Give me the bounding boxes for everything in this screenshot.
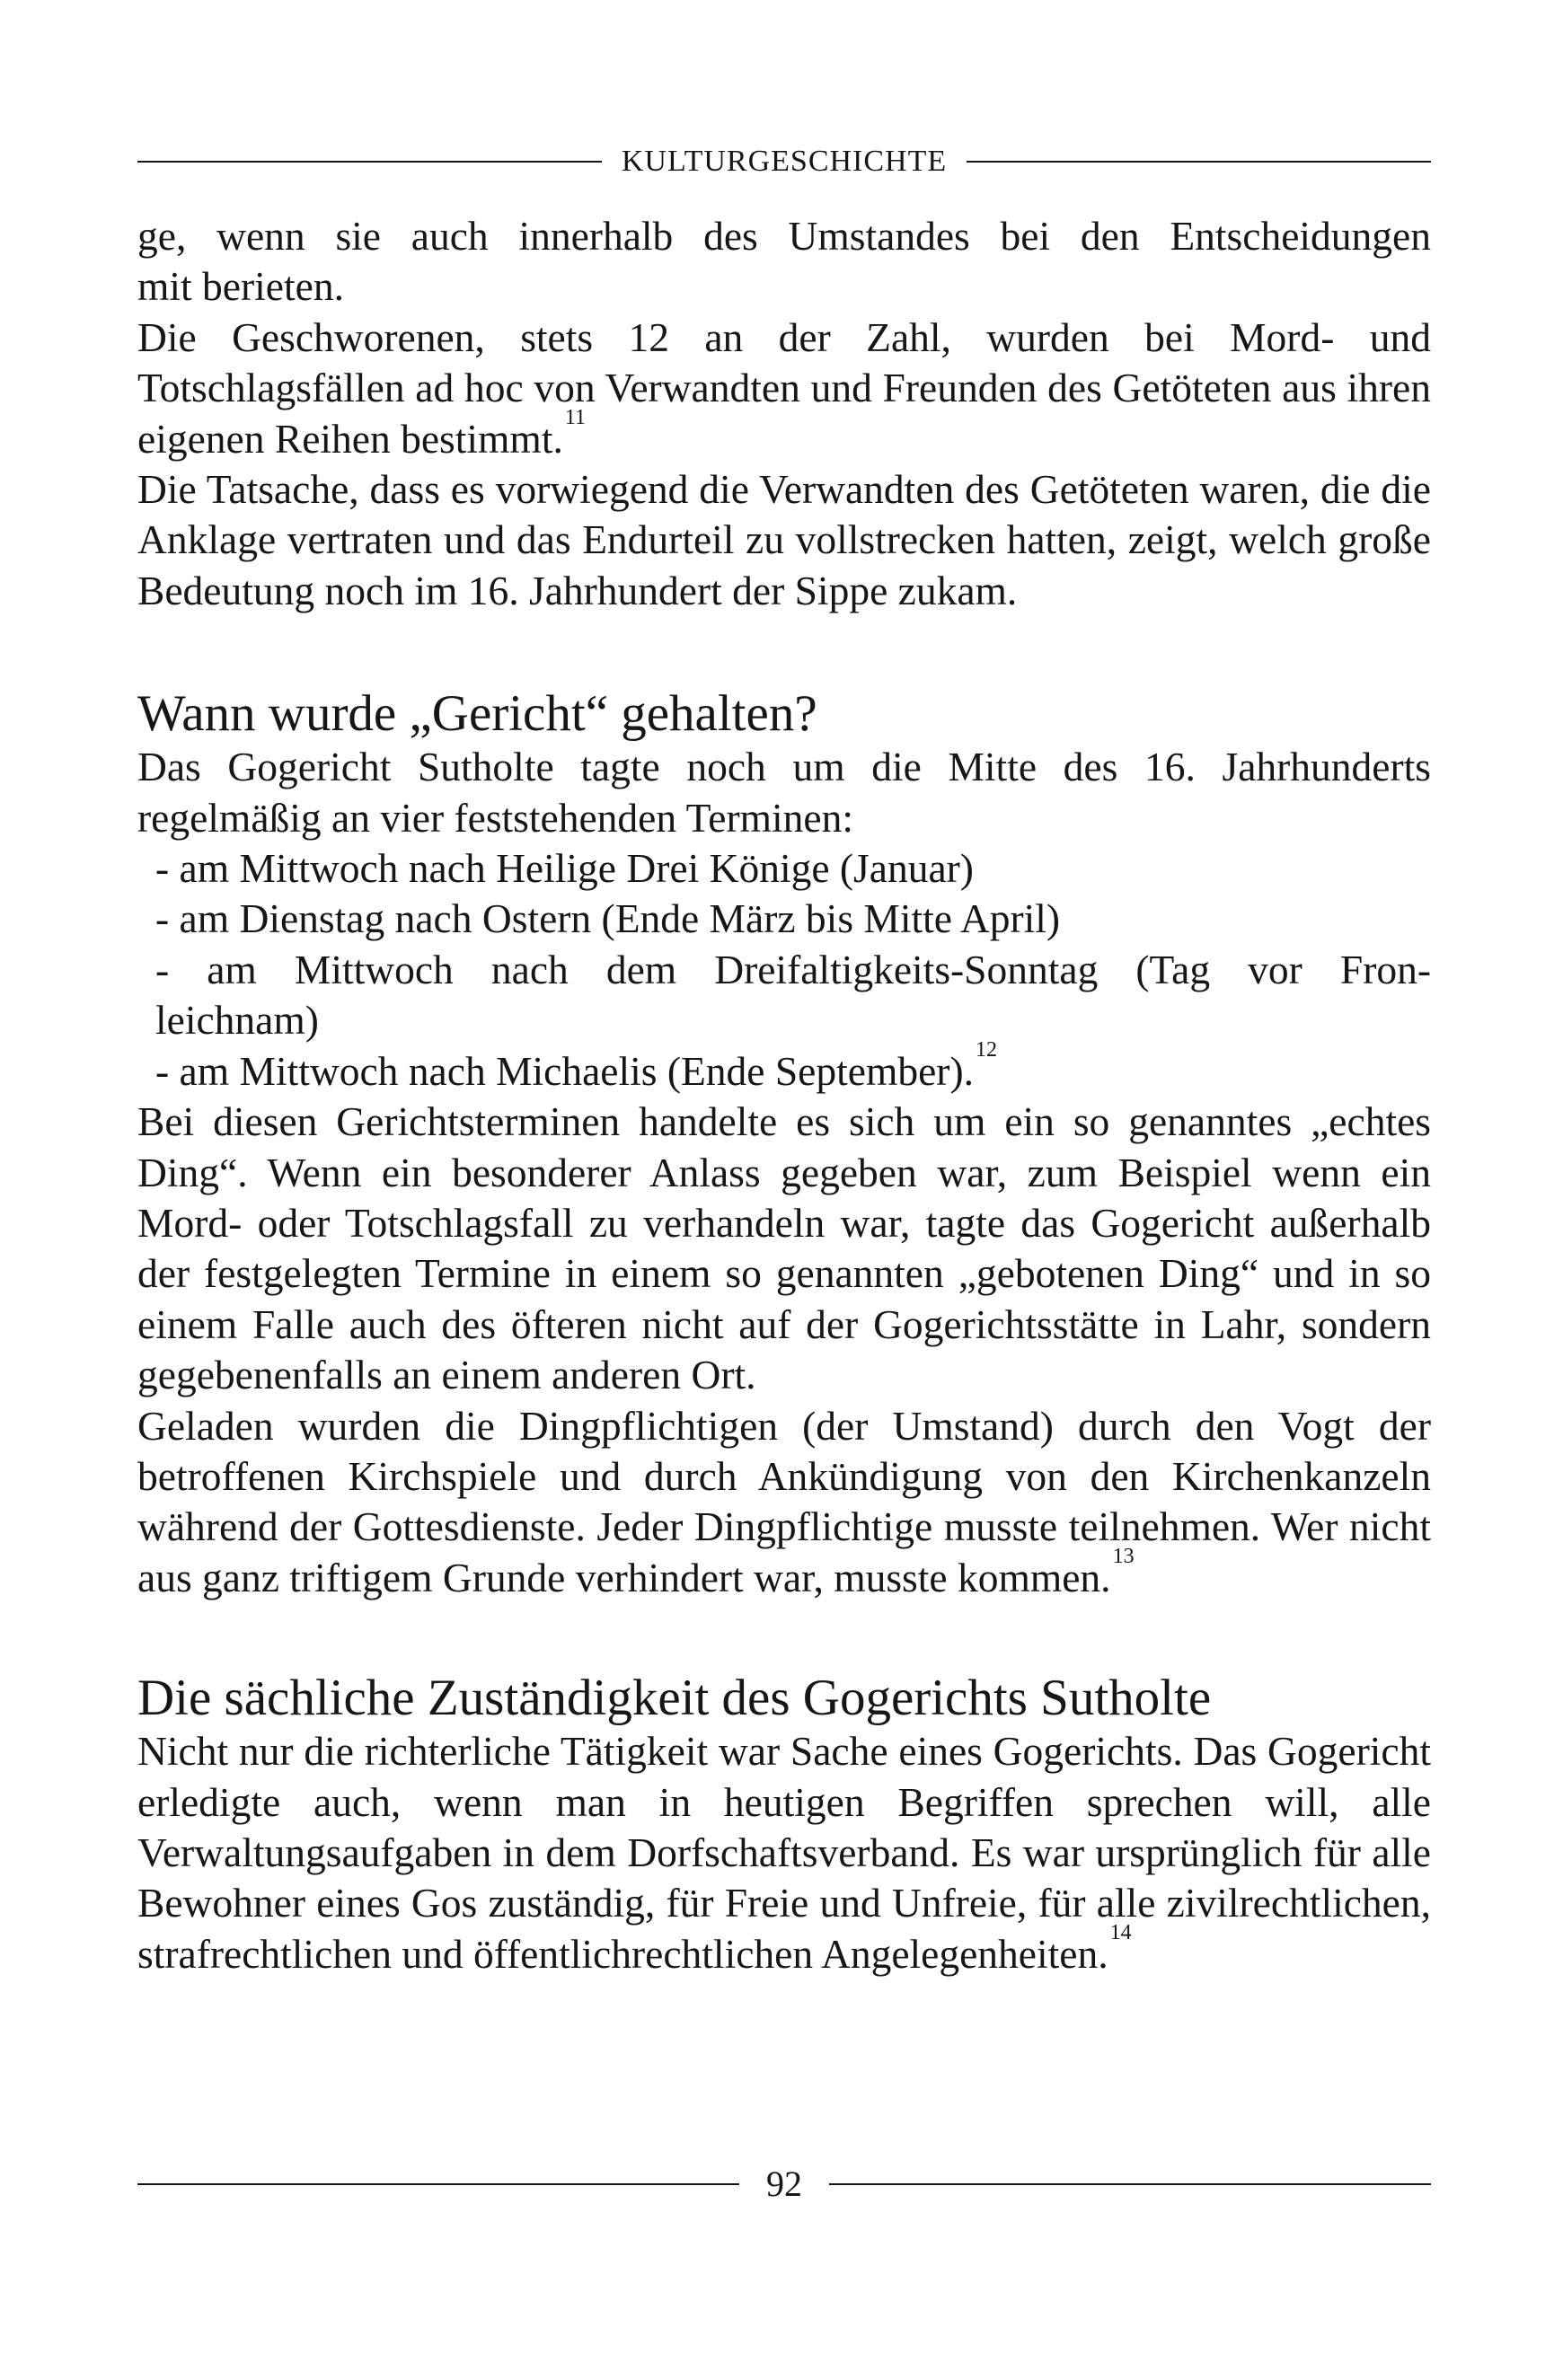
footnote-ref-12: 12 [975,1037,997,1062]
page-number: 92 [766,2164,802,2204]
paragraph-geschworenen-text: Die Geschworenen, stets 12 an der Zahl, wurden bei Mord- und Totschlagsfällen ad hoc von Verwandten und Freunden des Getöteten aus ihren eigenen Reihen bestimmt. [137,313,1431,462]
list-item-ostern: - am Dienstag nach Ostern (Ende März bis Mitte April) [155,895,1061,942]
paragraph-zustaendigkeit [137,1726,1431,1979]
running-header [137,139,1431,184]
header-rule-right [967,161,1431,163]
paragraph-geladen [137,1401,1431,1604]
paragraph-echtes-ding: Bei diesen Gerichtsterminen handelte es sich um ein so genanntes „echtes Ding“. Wenn ein besonderer Anlass gegeben war, zum Beispiel wenn ein Mord- oder Totschlagsfall zu verhandeln war, tagte das Gogericht außerhalb der festgelegten Termine in einem so genannten „gebotenen Ding“ und in so einem Falle auch des öfteren nicht auf der Gogerichtsstätte in Lahr, sondern gegebenenfalls an einem anderen Ort. [137,1098,1431,1398]
paragraph-tatsache: Die Tatsache, dass es vorwiegend die Verwandten des Getöteten waren, die die Anklage vertraten und das Endurteil zu vollstrecken hatten, zeigt, welch große Bedeutung noch im 16. Jahrhundert der Sippe zukam. [137,466,1431,613]
paragraph-continued-line1: ge, wenn sie auch innerhalb des Umstandes bei den Entscheidungen [137,213,1431,259]
paragraph-termine-intro: Das Gogericht Sutholte tagte noch um die Mitte des 16. Jahrhunderts regelmäßig an vier feststehenden Terminen: [137,744,1431,841]
footer-rule-right [829,2183,1431,2185]
page-footer [137,2162,1431,2207]
list-item-michaelis-text: - am Mittwoch nach Michaelis (Ende September). [155,1047,974,1094]
list-item-dreifaltigkeit-line2: leichnam) [155,997,319,1044]
body-text [137,211,1431,1979]
list-item-januar: - am Mittwoch nach Heilige Drei Könige (Januar) [155,845,974,892]
list-item-dreifaltigkeit [137,945,1431,1046]
footnote-ref-14: 14 [1109,1920,1132,1944]
header-rule-left [137,161,602,163]
paragraph-zustaendigkeit-text: Nicht nur die richterliche Tätigkeit war Sache eines Gogerichts. Das Gogericht erledigte auch, wenn man in heutigen Begriffen sprechen will, alle Verwaltungsaufgaben in dem Dorfschaftsverband. Es war ursprünglich für alle Bewohner eines Gos zuständig, für Freie und Unfreie, für alle zivilrechtlichen, strafrechtlichen und öffentlichrechtlichen Angelegenheiten. [137,1728,1431,1977]
paragraph-geladen-text: Geladen wurden die Dingpflichtigen (der Umstand) durch den Vogt der betroffenen Kirchspiele und durch Ankündigung von den Kirchenkanzeln während der Gottesdienste. Jeder Dingpflichtige musste teilnehmen. Wer nicht aus ganz triftigem Grunde verhindert war, musste kommen. [137,1402,1431,1600]
running-title: KULTURGESCHICHTE [621,145,948,178]
footer-rule-left [137,2183,739,2185]
list-item-michaelis [137,1037,1431,1097]
footnote-ref-13: 13 [1112,1544,1135,1568]
list-item-dreifaltigkeit-line1: - am Mittwoch nach dem Dreifaltigkeits-Sonntag (Tag vor Fron- [155,946,1431,992]
paragraph-geschworenen [137,313,1431,464]
section-heading-zustaendigkeit: Die sächliche Zuständigkeit des Gogerichts Sutholte [137,1670,1212,1727]
paragraph-continued-line2: mit berieten. [137,263,344,310]
section-heading-gericht: Wann wurde „Gericht“ gehalten? [137,685,817,743]
book-page [137,0,1431,2380]
footnote-ref-11: 11 [564,405,586,429]
